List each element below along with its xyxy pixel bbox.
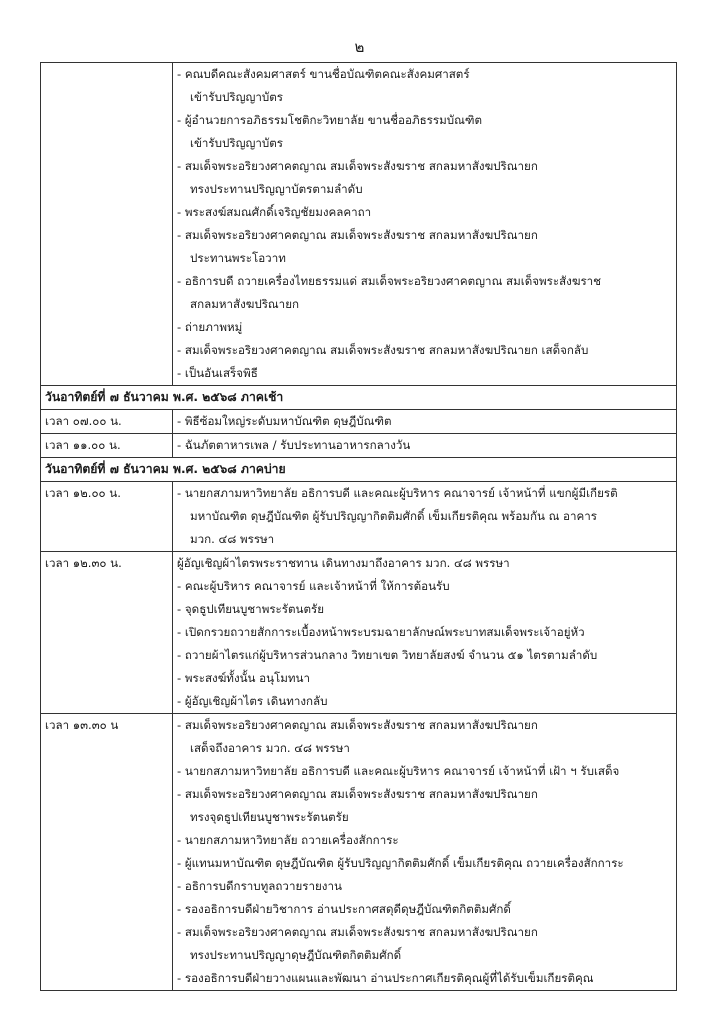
activity-line: - คณบดีคณะสังคมศาสตร์ ขานชื่อบัณฑิตคณะสังคมศาสตร์ — [177, 67, 470, 81]
schedule-row — [41, 63, 677, 386]
activity-line: - สมเด็จพระอริยวงศาคตญาณ สมเด็จพระสังฆราช สกลมหาสังฆปริณายก — [177, 159, 538, 173]
activity-line: - รองอธิการบดีฝ่ายวิชาการ อ่านประกาศสดุดีดุษฎีบัณฑิตกิตติมศักดิ์ — [177, 902, 511, 916]
activity-line: - สมเด็จพระอริยวงศาคตญาณ สมเด็จพระสังฆราช สกลมหาสังฆปริณายก — [177, 787, 538, 801]
schedule-table — [40, 62, 677, 991]
activity-line: - ผู้แทนมหาบัณฑิต ดุษฎีบัณฑิต ผู้รับปริญญากิตติมศักดิ์ เข็มเกียรติคุณ ถวายเครื่องสักการะ — [177, 856, 624, 870]
activity-line: ผู้อัญเชิญผ้าไตรพระราชทาน เดินทางมาถึงอาคาร มวก. ๔๘ พรรษา — [177, 556, 510, 570]
schedule-row — [41, 714, 677, 991]
activity-line: - สมเด็จพระอริยวงศาคตญาณ สมเด็จพระสังฆราช สกลมหาสังฆปริณายก — [177, 228, 538, 242]
activity-line: - พระสงฆ์สมณศักดิ์เจริญชัยมงคลคาถา — [177, 205, 372, 219]
time-cell: เวลา ๑๒.๐๐ น. — [41, 482, 173, 552]
activity-cell — [173, 410, 677, 434]
activity-cell — [173, 63, 677, 386]
activity-line: - เปิดกรวยถวายสักการะเบื้องหน้าพระบรมฉายาลักษณ์พระบาทสมเด็จพระเจ้าอยู่หัว — [177, 625, 585, 639]
activity-line: - พิธีซ้อมใหญ่ระดับมหาบัณฑิต ดุษฎีบัณฑิต — [177, 414, 392, 428]
activity-line: ทรงจุดธูปเทียนบูชาพระรัตนตรัย — [190, 810, 349, 824]
activity-line: - สมเด็จพระอริยวงศาคตญาณ สมเด็จพระสังฆราช สกลมหาสังฆปริณายก เสด็จกลับ — [177, 343, 589, 357]
activity-line: ประทานพระโอวาท — [190, 251, 286, 265]
schedule-row — [41, 482, 677, 552]
activity-line: เข้ารับปริญญาบัตร — [190, 90, 283, 104]
activity-line: - รองอธิการบดีฝ่ายวางแผนและพัฒนา อ่านประกาศเกียรติคุณผู้ที่ได้รับเข็มเกียรติคุณ — [177, 971, 594, 985]
schedule-row — [41, 434, 677, 458]
activity-line: เข้ารับปริญญาบัตร — [190, 136, 283, 150]
day-header-row — [41, 386, 677, 410]
activity-line: ทรงประทานปริญญาดุษฎีบัณฑิตกิตติมศักดิ์ — [190, 948, 402, 962]
activity-line: มวก. ๔๘ พรรษา — [190, 532, 275, 546]
activity-line: - สมเด็จพระอริยวงศาคตญาณ สมเด็จพระสังฆราช สกลมหาสังฆปริณายก — [177, 718, 538, 732]
activity-line: - จุดธูปเทียนบูชาพระรัตนตรัย — [177, 602, 325, 616]
activity-line: เสด็จถึงอาคาร มวก. ๔๘ พรรษา — [190, 741, 350, 755]
time-cell — [41, 63, 173, 386]
activity-line: มหาบัณฑิต ดุษฎีบัณฑิต ผู้รับปริญญากิตติมศักดิ์ เข็มเกียรติคุณ พร้อมกัน ณ อาคาร — [190, 509, 597, 523]
activity-cell — [173, 552, 677, 714]
activity-line: - ผู้อัญเชิญผ้าไตร เดินทางกลับ — [177, 694, 328, 708]
activity-line: - สมเด็จพระอริยวงศาคตญาณ สมเด็จพระสังฆราช สกลมหาสังฆปริณายก — [177, 925, 538, 939]
activity-line: - ถ่ายภาพหมู่ — [177, 320, 243, 334]
time-cell: เวลา ๑๒.๓๐ น. — [41, 552, 173, 714]
page-number: ๒ — [354, 38, 365, 56]
activity-line: - นายกสภามหาวิทยาลัย อธิการบดี และคณะผู้บริหาร คณาจารย์ เจ้าหน้าที่ แขกผู้มีเกียรติ — [177, 486, 618, 500]
day-header: วันอาทิตย์ที่ ๗ ธันวาคม พ.ศ. ๒๕๖๘ ภาคบ่าย — [41, 458, 677, 482]
schedule-row — [41, 410, 677, 434]
activity-cell — [173, 434, 677, 458]
time-cell: เวลา ๑๑.๐๐ น. — [41, 434, 173, 458]
activity-line: - นายกสภามหาวิทยาลัย อธิการบดี และคณะผู้บริหาร คณาจารย์ เจ้าหน้าที่ เฝ้า ฯ รับเสด็จ — [177, 764, 620, 778]
schedule-row — [41, 552, 677, 714]
activity-line: - อธิการบดี ถวายเครื่องไทยธรรมแด่ สมเด็จพระอริยวงศาคตญาณ สมเด็จพระสังฆราช — [177, 274, 602, 288]
activity-line: - อธิการบดีกราบทูลถวายรายงาน — [177, 879, 342, 893]
activity-line: - เป็นอันเสร็จพิธี — [177, 366, 258, 380]
activity-line: สกลมหาสังฆปริณายก — [190, 297, 300, 311]
activity-line: - ฉันภัตตาหารเพล / รับประทานอาหารกลางวัน — [177, 438, 411, 452]
activity-line: - คณะผู้บริหาร คณาจารย์ และเจ้าหน้าที่ ให้การต้อนรับ — [177, 579, 450, 593]
activity-line: - พระสงฆ์ทั้งนั้น อนุโมทนา — [177, 671, 310, 685]
activity-cell — [173, 714, 677, 991]
activity-line: - ผู้อำนวยการอภิธรรมโชติกะวิทยาลัย ขานชื่ออภิธรรมบัณฑิต — [177, 113, 483, 127]
day-header-row — [41, 458, 677, 482]
activity-line: ทรงประทานปริญญาบัตรตามลำดับ — [190, 182, 363, 196]
activity-line: - ถวายผ้าไตรแก่ผู้บริหารส่วนกลาง วิทยาเขต วิทยาลัยสงฆ์ จำนวน ๕๑ ไตรตามลำดับ — [177, 648, 598, 662]
day-header: วันอาทิตย์ที่ ๗ ธันวาคม พ.ศ. ๒๕๖๘ ภาคเช้า — [41, 386, 677, 410]
activity-cell — [173, 482, 677, 552]
time-cell: เวลา ๐๗.๐๐ น. — [41, 410, 173, 434]
time-cell: เวลา ๑๓.๓๐ น — [41, 714, 173, 991]
activity-line: - นายกสภามหาวิทยาลัย ถวายเครื่องสักการะ — [177, 833, 399, 847]
